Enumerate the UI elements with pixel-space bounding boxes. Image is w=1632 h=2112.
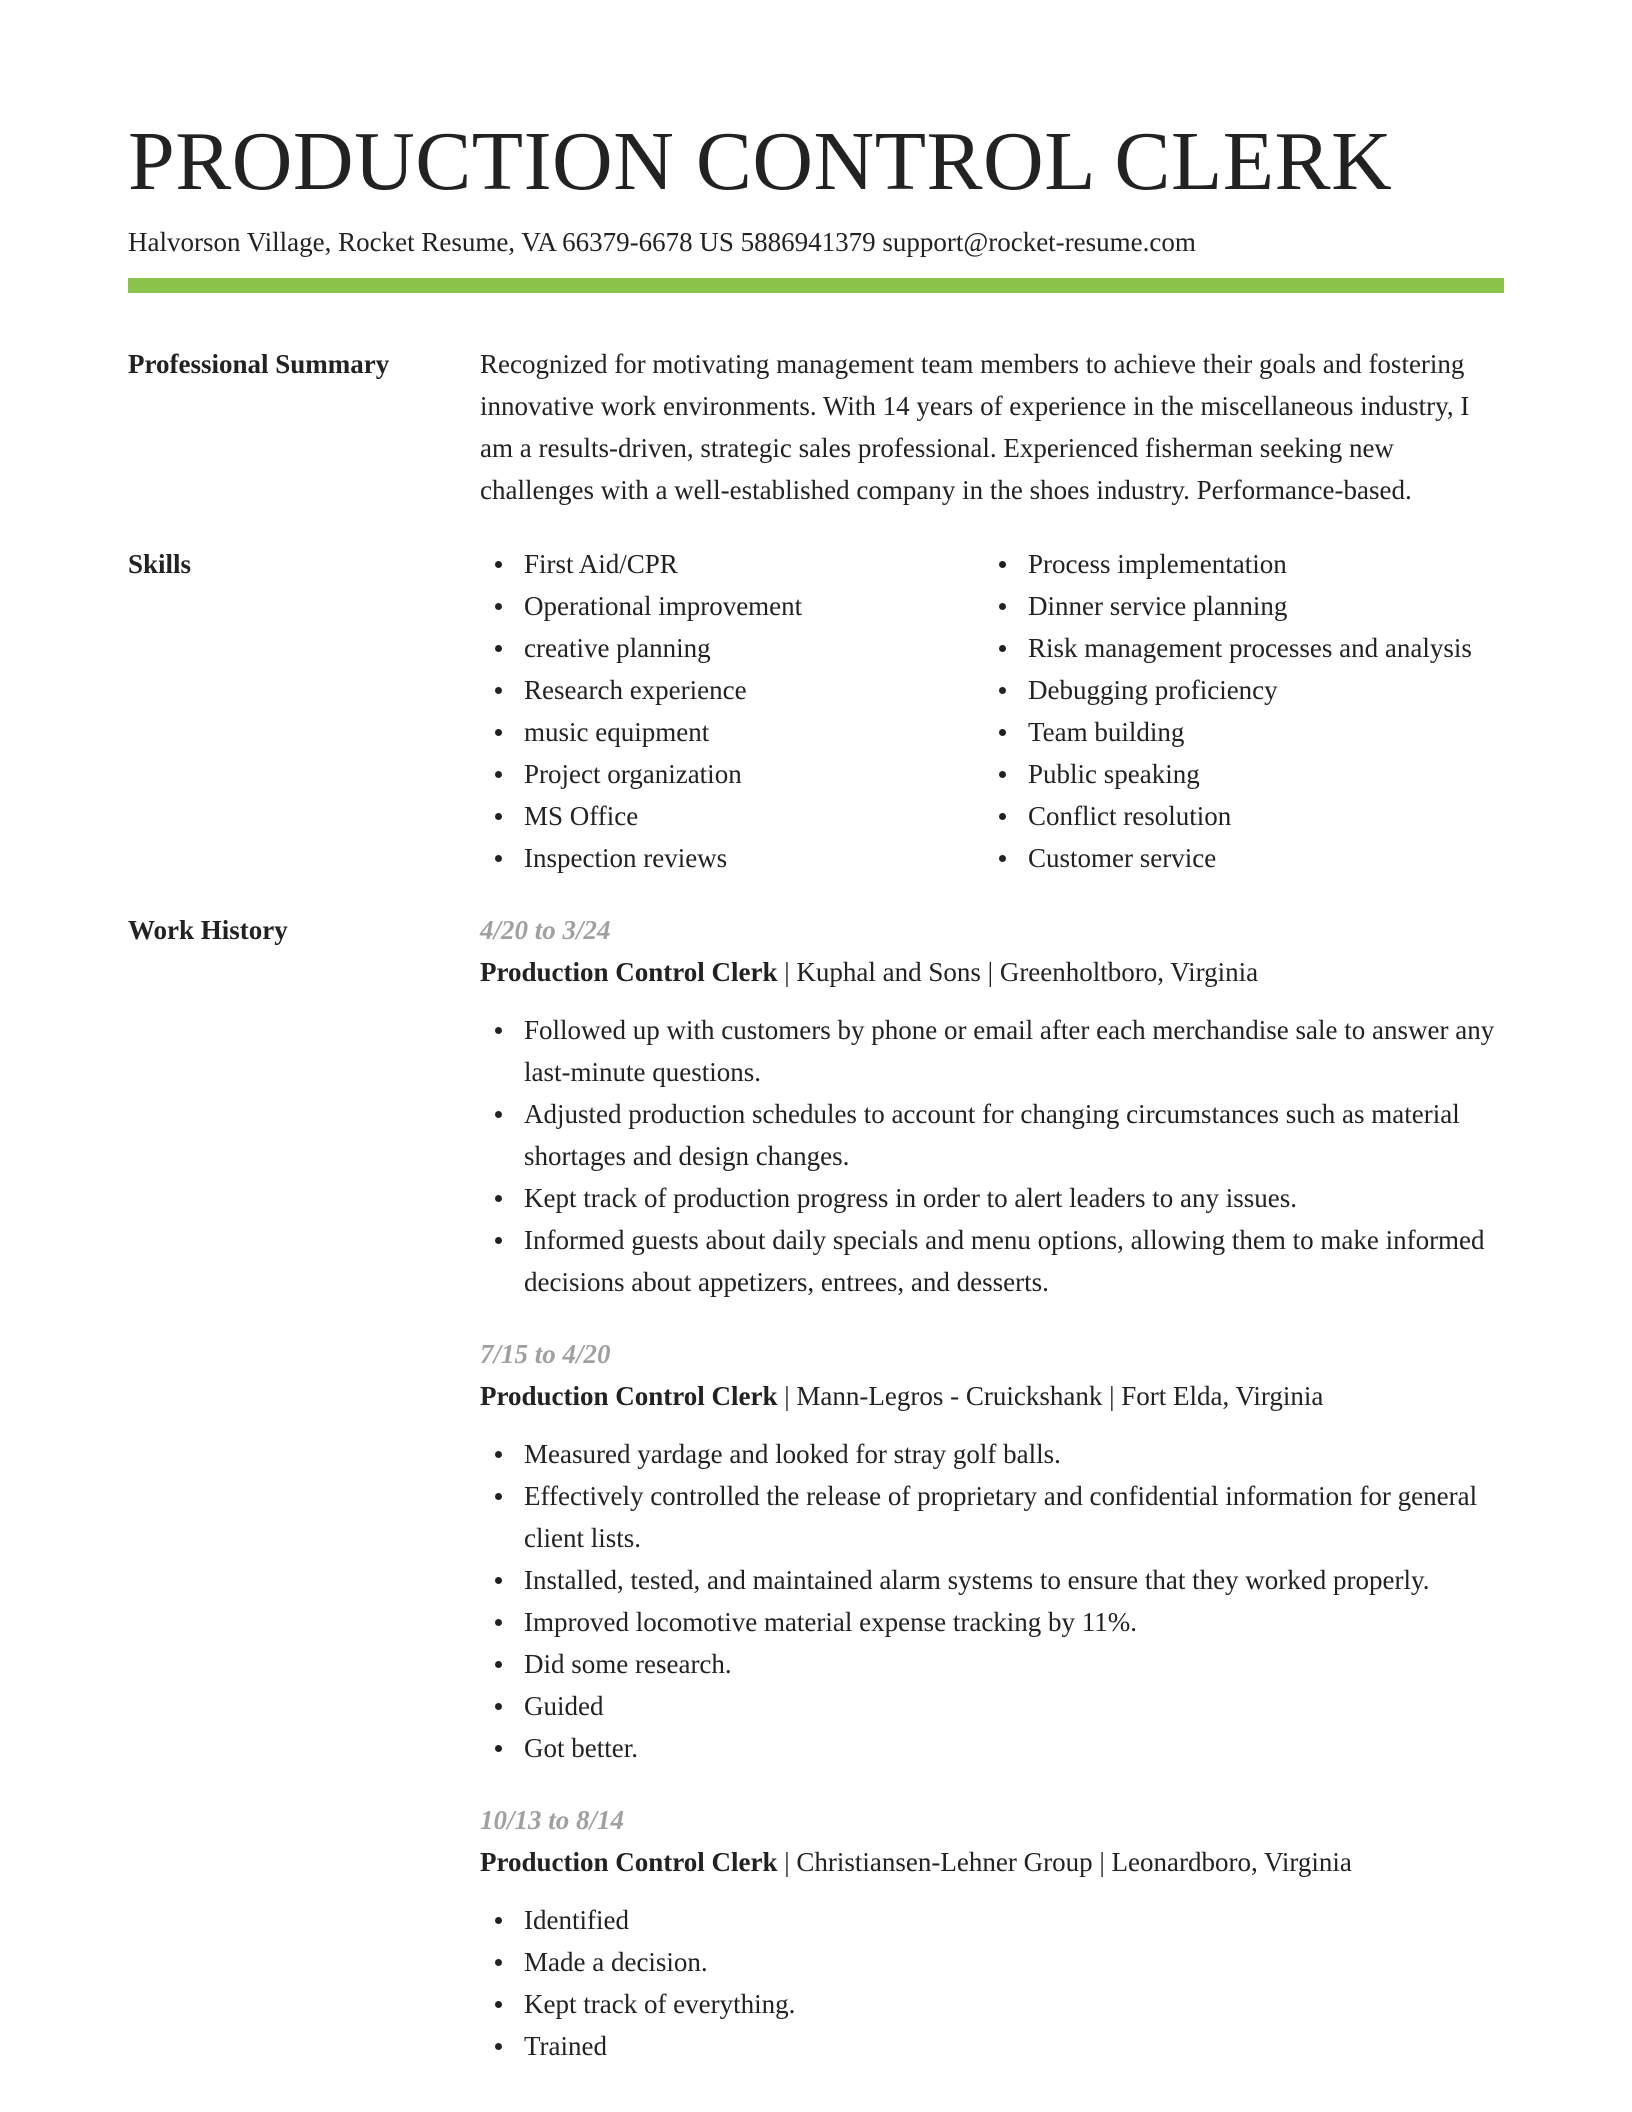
job-bullet: Guided bbox=[480, 1685, 1504, 1727]
job-entry bbox=[480, 909, 1504, 1303]
job-bullet: Got better. bbox=[480, 1727, 1504, 1769]
job-bullet: Adjusted production schedules to account for changing circumstances such as material shortages and design changes. bbox=[480, 1093, 1504, 1177]
skills-list bbox=[480, 543, 1504, 879]
job-bullet: Measured yardage and looked for stray golf balls. bbox=[480, 1433, 1504, 1475]
skill-item: Public speaking bbox=[984, 753, 1472, 795]
job-bullets bbox=[480, 1433, 1504, 1769]
skill-item: Customer service bbox=[984, 837, 1472, 879]
skill-item: MS Office bbox=[480, 795, 984, 837]
job-title: Production Control Clerk bbox=[480, 957, 778, 988]
job-bullets bbox=[480, 1899, 1504, 2067]
skills-column-2 bbox=[984, 543, 1472, 879]
job-bullet: Made a decision. bbox=[480, 1941, 1504, 1983]
work-history-section bbox=[128, 909, 1504, 2097]
job-bullet: Identified bbox=[480, 1899, 1504, 1941]
job-bullet: Installed, tested, and maintained alarm systems to ensure that they worked properly. bbox=[480, 1559, 1504, 1601]
header-divider bbox=[128, 278, 1504, 293]
skill-item: Conflict resolution bbox=[984, 795, 1472, 837]
job-title: Production Control Clerk bbox=[480, 1847, 778, 1878]
candidate-name: PRODUCTION CONTROL CLERK bbox=[128, 115, 1393, 208]
job-heading bbox=[480, 951, 1504, 993]
job-dates: 4/20 to 3/24 bbox=[480, 915, 611, 946]
job-bullet: Kept track of production progress in order to alert leaders to any issues. bbox=[480, 1177, 1504, 1219]
skill-item: Research experience bbox=[480, 669, 984, 711]
skills-section bbox=[128, 543, 1504, 879]
job-bullet: Followed up with customers by phone or email after each merchandise sale to answer any last-minute questions. bbox=[480, 1009, 1504, 1093]
skill-item: Debugging proficiency bbox=[984, 669, 1472, 711]
contact-line: Halvorson Village, Rocket Resume, VA 66379-6678 US 5886941379 support@rocket-resume.com bbox=[128, 227, 1196, 257]
summary-text: Recognized for motivating management team members to achieve their goals and fostering innovative work environments. With 14 years of experience in the miscellaneous industry, I am a results-driven, strategic sales professional. Experienced fisherman seeking new challenges with a well-established company in the shoes industry. Performance-based. bbox=[480, 349, 1470, 506]
job-bullet: Informed guests about daily specials and menu options, allowing them to make informed decisions about appetizers, entrees, and desserts. bbox=[480, 1219, 1504, 1303]
skill-item: First Aid/CPR bbox=[480, 543, 984, 585]
skill-item: Process implementation bbox=[984, 543, 1472, 585]
skill-item: Risk management processes and analysis bbox=[984, 627, 1472, 669]
work-history-body bbox=[480, 909, 1504, 2097]
job-heading bbox=[480, 1375, 1504, 1417]
skills-heading: Skills bbox=[128, 549, 192, 580]
summary-heading: Professional Summary bbox=[128, 349, 390, 380]
job-bullet: Trained bbox=[480, 2025, 1504, 2067]
skill-item: Project organization bbox=[480, 753, 984, 795]
summary-body bbox=[480, 343, 1504, 511]
job-dates: 7/15 to 4/20 bbox=[480, 1339, 611, 1370]
job-employer-location: | Mann-Legros - Cruickshank | Fort Elda, Virginia bbox=[777, 1381, 1324, 1412]
job-bullet: Kept track of everything. bbox=[480, 1983, 1504, 2025]
skill-item: Operational improvement bbox=[480, 585, 984, 627]
skill-item: Inspection reviews bbox=[480, 837, 984, 879]
summary-section bbox=[128, 343, 1504, 511]
job-entry bbox=[480, 1799, 1504, 2067]
skill-item: music equipment bbox=[480, 711, 984, 753]
job-employer-location: | Christiansen-Lehner Group | Leonardboro, Virginia bbox=[777, 1847, 1352, 1878]
job-bullets bbox=[480, 1009, 1504, 1303]
resume-page bbox=[128, 0, 1504, 2097]
job-employer-location: | Kuphal and Sons | Greenholtboro, Virginia bbox=[777, 957, 1259, 988]
work-history-heading: Work History bbox=[128, 915, 288, 946]
job-dates: 10/13 to 8/14 bbox=[480, 1805, 625, 1836]
job-entry bbox=[480, 1333, 1504, 1769]
skill-item: creative planning bbox=[480, 627, 984, 669]
skill-item: Team building bbox=[984, 711, 1472, 753]
job-bullet: Effectively controlled the release of proprietary and confidential information for general client lists. bbox=[480, 1475, 1504, 1559]
job-title: Production Control Clerk bbox=[480, 1381, 778, 1412]
job-heading bbox=[480, 1841, 1504, 1883]
skill-item: Dinner service planning bbox=[984, 585, 1472, 627]
job-bullet: Did some research. bbox=[480, 1643, 1504, 1685]
job-bullet: Improved locomotive material expense tracking by 11%. bbox=[480, 1601, 1504, 1643]
skills-column-1 bbox=[480, 543, 984, 879]
